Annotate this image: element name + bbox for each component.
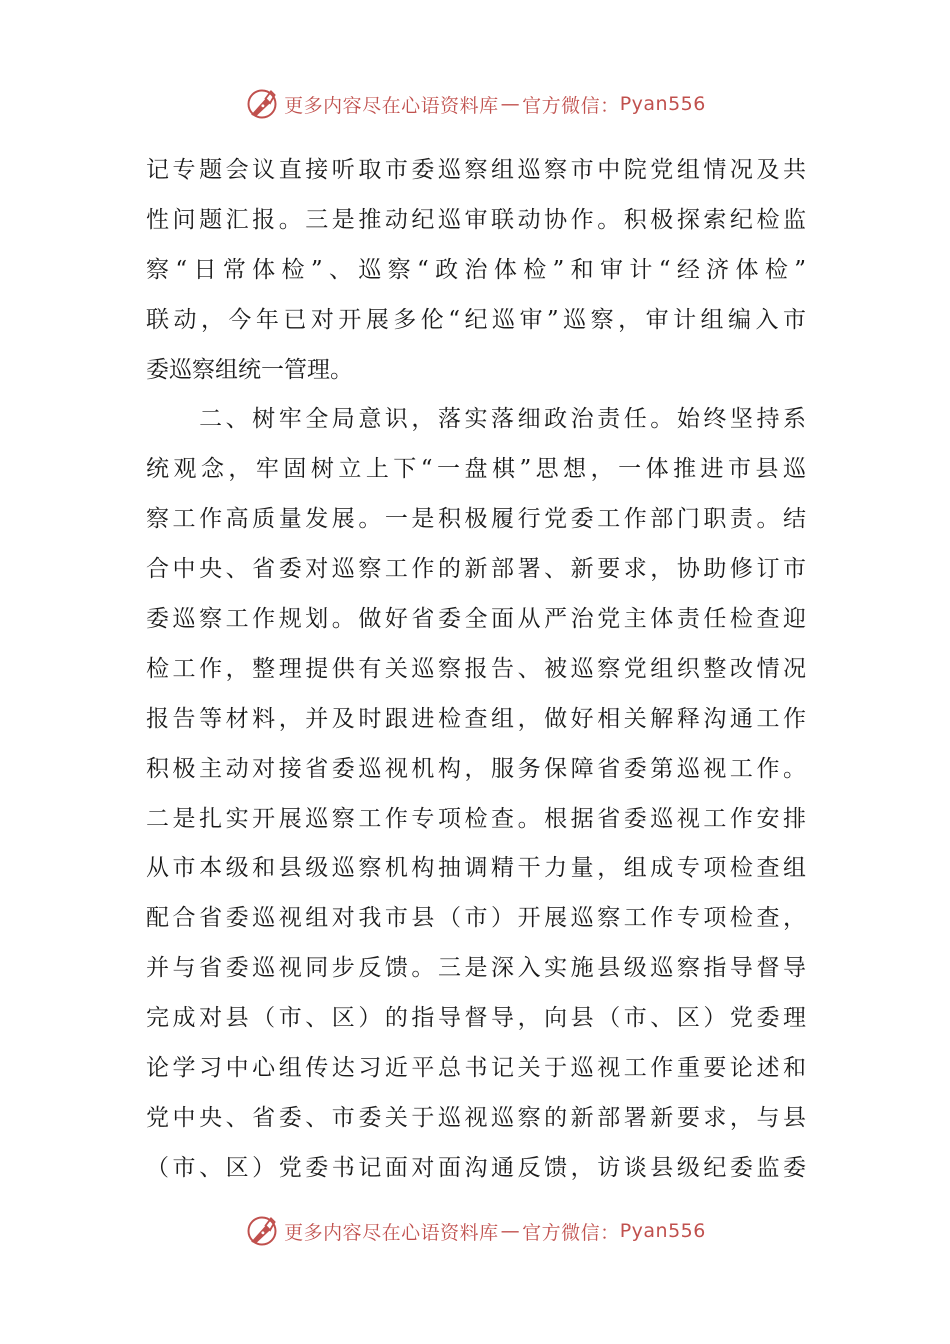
text-line: 党中央、省委、市委关于巡视巡察的新部署新要求，与县: [146, 1104, 806, 1131]
text-line: 并与省委巡视同步反馈。三是深入实施县级巡察指导督导: [146, 955, 806, 982]
text-line: 二是扎实开展巡察工作专项检查。根据省委巡视工作安排: [146, 805, 806, 832]
text-line: 积极主动对接省委巡视机构，服务保障省委第巡视工作。: [146, 755, 806, 782]
watermark-wechat-id: Pyan556: [619, 1220, 706, 1242]
footer-watermark: [0, 1207, 950, 1255]
text-line: 统观念，牢固树立上下“一盘棋”思想，一体推进市县巡: [146, 456, 806, 483]
watermark-wechat-label: 官方微信：: [522, 94, 620, 117]
text-line: 联动，今年已对开展多伦“纪巡审”巡察，审计组编入市: [146, 306, 806, 333]
pen-nib-logo-icon: [244, 86, 280, 122]
text-line: 检工作，整理提供有关巡察报告、被巡察党组织整改情况: [146, 655, 806, 682]
text-line: 配合省委巡视组对我市县（市）开展巡察工作专项检查，: [146, 905, 806, 932]
text-line: 察工作高质量发展。一是积极履行党委工作部门职责。结: [146, 506, 806, 533]
watermark-text: 更多内容尽在心语资料库: [284, 94, 499, 117]
text-line: 完成对县（市、区）的指导督导，向县（市、区）党委理: [146, 1005, 806, 1032]
watermark-dash: —: [500, 1220, 521, 1242]
text-line: 委巡察工作规划。做好省委全面从严治党主体责任检查迎: [146, 606, 806, 633]
watermark-wechat-id: Pyan556: [619, 93, 706, 115]
watermark-text: 更多内容尽在心语资料库: [284, 1221, 499, 1244]
watermark-dash: —: [500, 93, 521, 115]
watermark-wechat-label: 官方微信：: [522, 1221, 620, 1244]
pen-nib-logo-icon: [244, 1213, 280, 1249]
text-line: 委巡察组统一管理。: [146, 356, 353, 383]
text-line: 报告等材料，并及时跟进检查组，做好相关解释沟通工作: [146, 705, 806, 732]
text-line: 论学习中心组传达习近平总书记关于巡视工作重要论述和: [146, 1055, 806, 1082]
text-line: 察“日常体检”、巡察“政治体检”和审计“经济体检”: [146, 256, 806, 283]
document-body: [146, 146, 806, 1194]
text-line: 从市本级和县级巡察机构抽调精干力量，组成专项检查组: [146, 855, 806, 882]
header-watermark: [0, 80, 950, 128]
text-line: 记专题会议直接听取市委巡察组巡察市中院党组情况及共: [146, 157, 806, 183]
text-line: 二、树牢全局意识，落实落细政治责任。始终坚持系: [146, 406, 806, 433]
text-line: 合中央、省委对巡察工作的新部署、新要求，协助修订市: [146, 556, 806, 583]
text-line: （市、区）党委书记面对面沟通反馈，访谈县级纪委监委: [146, 1154, 806, 1181]
text-line: 性问题汇报。三是推动纪巡审联动协作。积极探索纪检监: [146, 206, 806, 233]
